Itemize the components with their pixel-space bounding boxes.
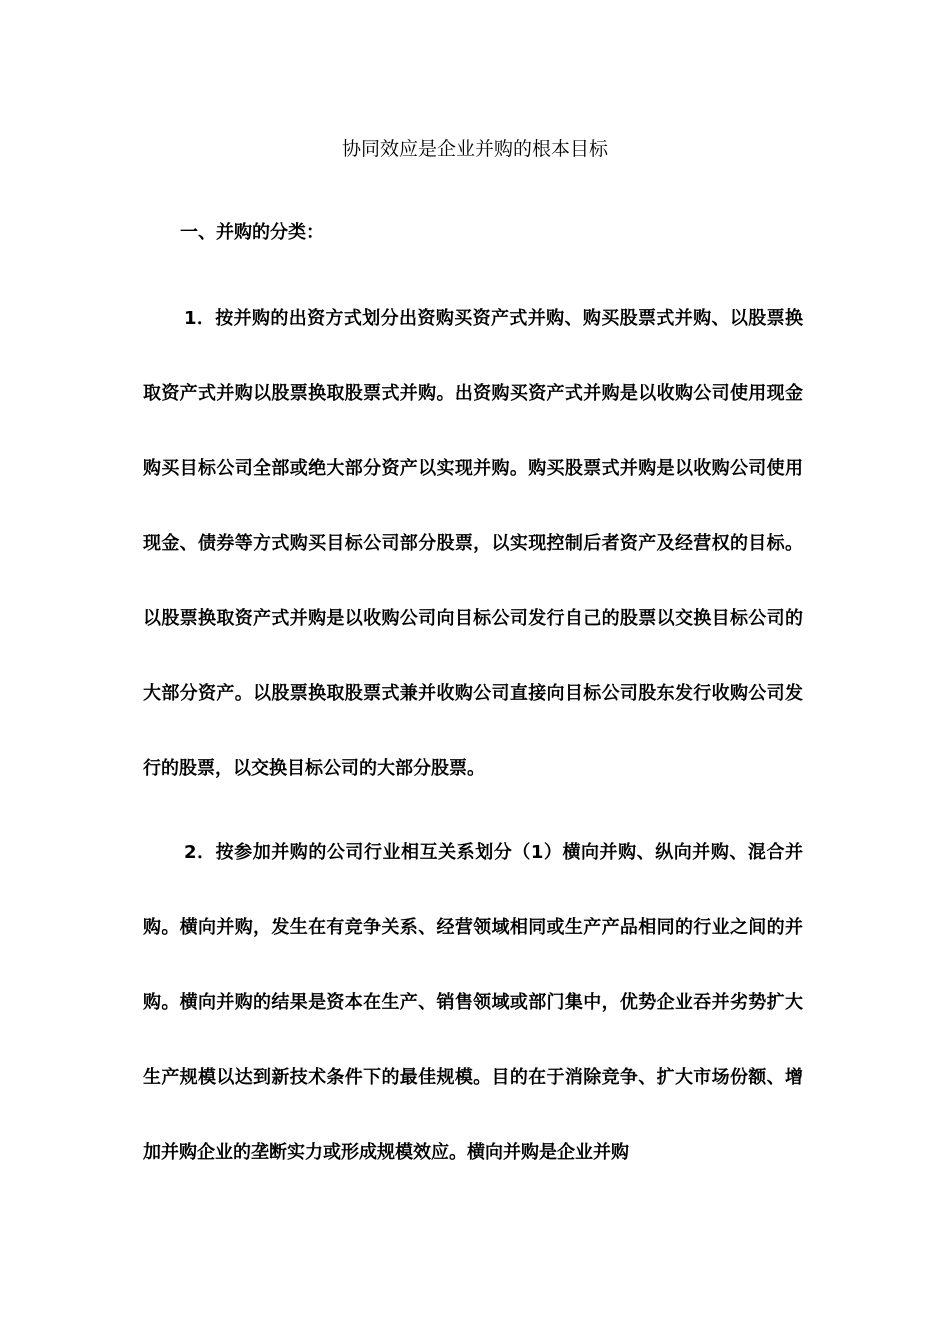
section-heading: 一、并购的分类： [180, 222, 324, 243]
paragraph-2: 2．按参加并购的公司行业相互关系划分（1）横向并购、纵向并购、混合并购。横向并购，发生在有竞争关系、经营领域相同或生产产品相同的行业之间的并购。横向并购的结果是资本在生产、销售领域或部门集中，优势企业吞并劣势扩大生产规模以达到新技术条件下的最佳规模。目的在于消除竞争、扩大市场份额、增加并购企业的垄断实力或形成规模效应。横向并购是企业并购 [143, 842, 803, 1163]
paragraph-1: 1．按并购的出资方式划分出资购买资产式并购、购买股票式并购、以股票换取资产式并购以股票换取股票式并购。出资购买资产式并购是以收购公司使用现金购买目标公司全部或绝大部分资产以实现并购。购买股票式并购是以收购公司使用现金、债券等方式购买目标公司部分股票，以实现控制后者资产及经营权的目标。以股票换取资产式并购是以收购公司向目标公司发行自己的股票以交换目标公司的大部分资产。以股票换取股票式兼并收购公司直接向目标公司股东发行收购公司发行的股票，以交换目标公司的大部分股票。 [143, 308, 803, 779]
document-title: 协同效应是企业并购的根本目标 [341, 138, 608, 160]
